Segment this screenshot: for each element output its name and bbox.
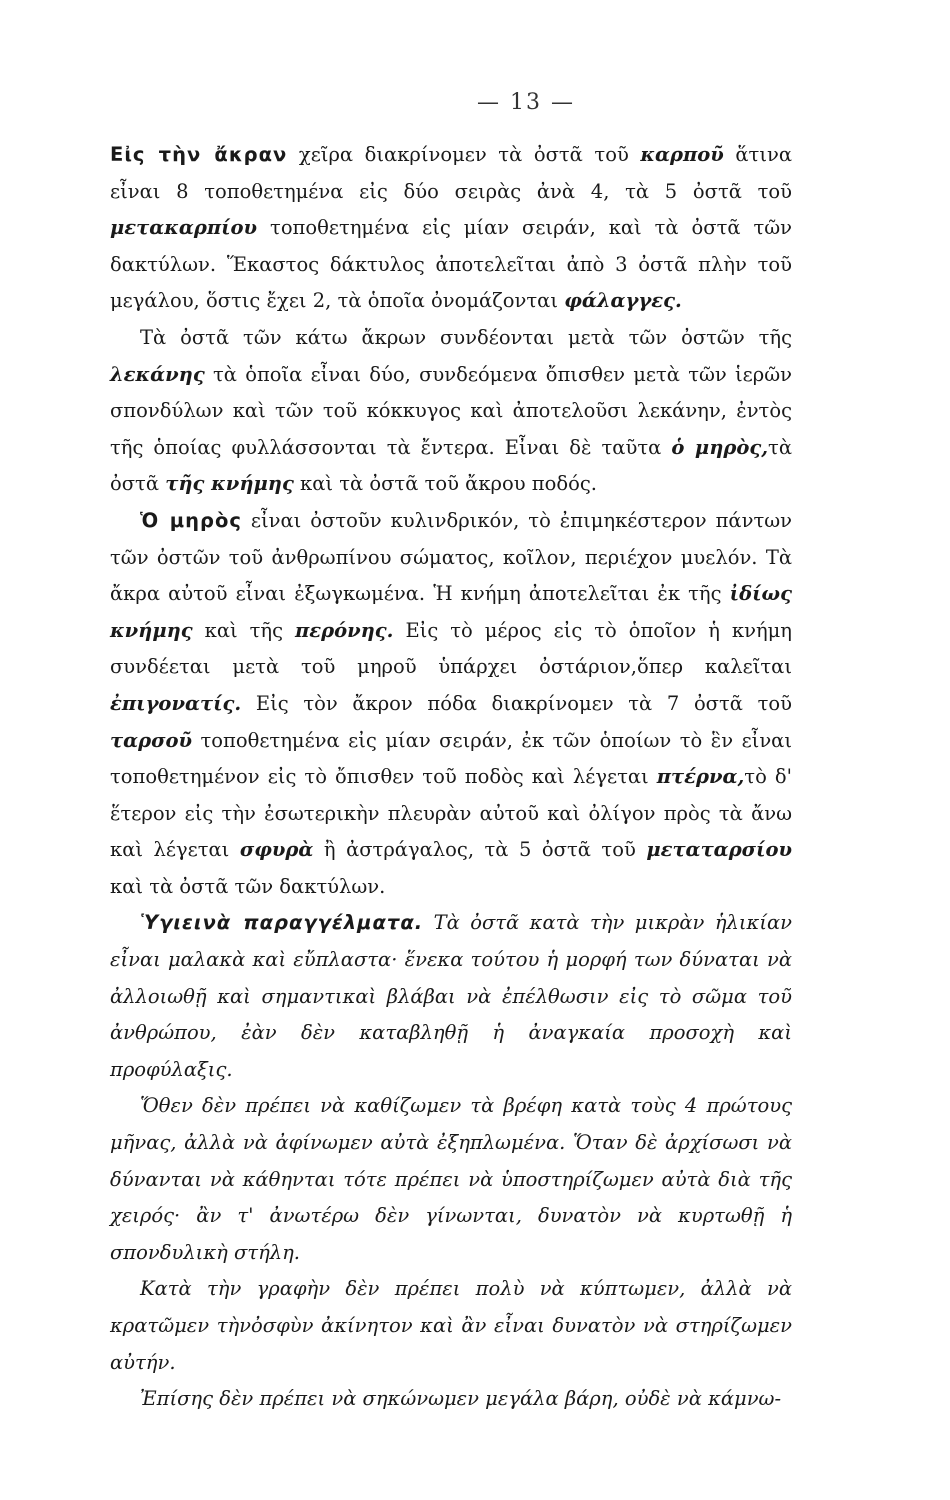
text-run: καὶ τῆς [192, 618, 295, 642]
paragraph [110, 905, 792, 1088]
text-run: Εἰς τὸν ἄκρον πόδα διακρίνομεν τὰ 7 ὀστᾶ τοῦ [241, 691, 792, 715]
text-run: καὶ τὰ ὀστᾶ τοῦ ἄκρου ποδός. [293, 472, 597, 496]
section-heading: Εἰς τὴν ἄκραν [110, 143, 288, 166]
text-run: Εἰς τὸ μέρος εἰς τὸ ὁποῖον ἡ κνήμη συνδέεται μετὰ τοῦ μηροῦ ὑπάρχει ὀστάριον,ὅπερ καλεῖται [110, 618, 792, 679]
anatomical-term: μετακαρπίου [110, 216, 258, 240]
anatomical-term: ὁ μηρὸς, [671, 435, 769, 459]
anatomical-term: περόνης. [294, 618, 394, 642]
text-run: Τὰ ὀστᾶ τῶν κάτω ἄκρων συνδέονται μετὰ τῶν ὀστῶν τῆς [140, 325, 792, 349]
page-number: — 13 — [477, 90, 575, 115]
anatomical-term: λεκάνης [110, 362, 205, 386]
anatomical-term: πτέρνα, [656, 765, 745, 789]
text-run: τοποθετημένα εἰς μίαν σειράν, ἐκ τῶν ὁποίων τὸ ἓν εἶναι τοποθετημένον εἰς τὸ ὄπισθεν τοῦ ποδὸς καὶ λέγεται [110, 728, 792, 789]
paragraph [110, 1381, 792, 1418]
paragraph [110, 1271, 792, 1381]
paragraph [110, 1088, 792, 1271]
text-run: εἶναι ὀστοῦν κυλινδρικόν, τὸ ἐπιμηκέστερον πάντων τῶν ὀστῶν τοῦ ἀνθρωπίνου σώματος, κοῖλον, περιέχον μυελόν. Τὰ ἄκρα αὐτοῦ εἶναι ἐξωγκωμένα. Ἡ κνήμη ἀποτελεῖται ἐκ τῆς [110, 508, 792, 606]
text-run: τὰ ὀστᾶ [110, 435, 792, 496]
text-run: Ὅθεν δὲν πρέπει νὰ καθίζωμεν τὰ βρέφη κατὰ τοὺς 4 πρώτους μῆνας, ἀλλὰ νὰ ἀφίνωμεν αὐτὰ ἐξηπλωμένα. Ὅταν δὲ ἀρχίσωσι νὰ δύνανται νὰ κάθηνται τότε πρέπει νὰ ὑποστηρίζωμεν αὐτὰ διὰ τῆς χειρός· ἂν τ' ἀνωτέρω δὲν γίνωνται, δυνατὸν νὰ κυρτωθῇ ἡ σπονδυλικὴ στήλη. [110, 1094, 792, 1264]
text-run: Τὰ ὀστᾶ κατὰ τὴν μικρὰν ἡλικίαν εἶναι μαλακὰ καὶ εὔπλαστα· ἕνεκα τούτου ἡ μορφή των δύναται νὰ ἀλλοιωθῇ καὶ σημαντικαὶ βλάβαι νὰ ἐπέλθωσιν εἰς τὸ σῶμα τοῦ ἀνθρώπου, ἐὰν δὲν καταβληθῇ ἡ ἀναγκαία προσοχὴ καὶ προφύλαξις. [110, 911, 792, 1081]
text-run: Κατὰ τὴν γραφὴν δὲν πρέπει πολὺ νὰ κύπτωμεν, ἀλλὰ νὰ κρατῶμεν τὴνὀσφὺν ἀκίνητον καὶ ἂν εἶναι δυνατὸν νὰ στηρίζωμεν αὐτήν. [110, 1277, 792, 1374]
anatomical-term: μεταταρσίου [646, 838, 793, 862]
section-heading: Ὁ μηρὸς [140, 508, 242, 532]
section-heading: Ὑγιεινὰ παραγγέλματα. [140, 911, 424, 935]
anatomical-term: φάλαγγες. [564, 289, 682, 313]
text-run: τοποθετημένα εἰς μίαν σειράν, καὶ τὰ ὀστᾶ τῶν δακτύλων. Ἕκαστος δάκτυλος ἀποτελεῖται ἀπὸ 3 ὀστᾶ πλὴν τοῦ μεγάλου, ὅστις ἔχει 2, τὰ ὁποῖα ὀνομάζονται [110, 216, 792, 313]
anatomical-term: ταρσοῦ [110, 728, 193, 752]
anatomical-term: σφυρὰ [239, 838, 314, 862]
text-run: τὰ ὁποῖα εἶναι δύο, συνδεόμενα ὄπισθεν μετὰ τῶν ἱερῶν σπονδύλων καὶ τῶν τοῦ κόκκυγος καὶ ἀποτελοῦσι λεκάνην, ἐντὸς τῆς ὁποίας φυλλάσσονται τὰ ἔντερα. Εἶναι δὲ ταῦτα [110, 362, 792, 459]
text-run: καὶ τὰ ὀστᾶ τῶν δακτύλων. [110, 874, 386, 898]
anatomical-term: ἐπιγονατίς. [110, 691, 242, 715]
body-text [110, 137, 792, 1418]
text-run: ἅτινα εἶναι 8 τοποθετημένα εἰς δύο σειρὰς ἀνὰ 4, τὰ 5 ὀστᾶ τοῦ [110, 143, 792, 203]
paragraph [110, 503, 792, 906]
anatomical-term: ἰδίως κνήμης [110, 582, 792, 642]
book-page [110, 90, 792, 1418]
text-run: Ἐπίσης δὲν πρέπει νὰ σηκώνωμεν μεγάλα βάρη, οὐδὲ νὰ κάμνω- [140, 1387, 782, 1411]
anatomical-term: τῆς κνήμης [165, 472, 294, 496]
text-run: ἢ ἀστράγαλος, τὰ 5 ὀστᾶ τοῦ [313, 838, 647, 862]
text-run: τὸ δ' ἕτερον εἰς τὴν ἐσωτερικὴν πλευρὰν αὐτοῦ καὶ ὀλίγον πρὸς τὰ ἄνω καὶ λέγεται [110, 765, 792, 862]
paragraph [110, 320, 792, 503]
text-run: χεῖρα διακρίνομεν τὰ ὀστᾶ τοῦ [287, 143, 641, 166]
paragraph [110, 137, 792, 320]
anatomical-term: καρποῦ [640, 143, 724, 166]
